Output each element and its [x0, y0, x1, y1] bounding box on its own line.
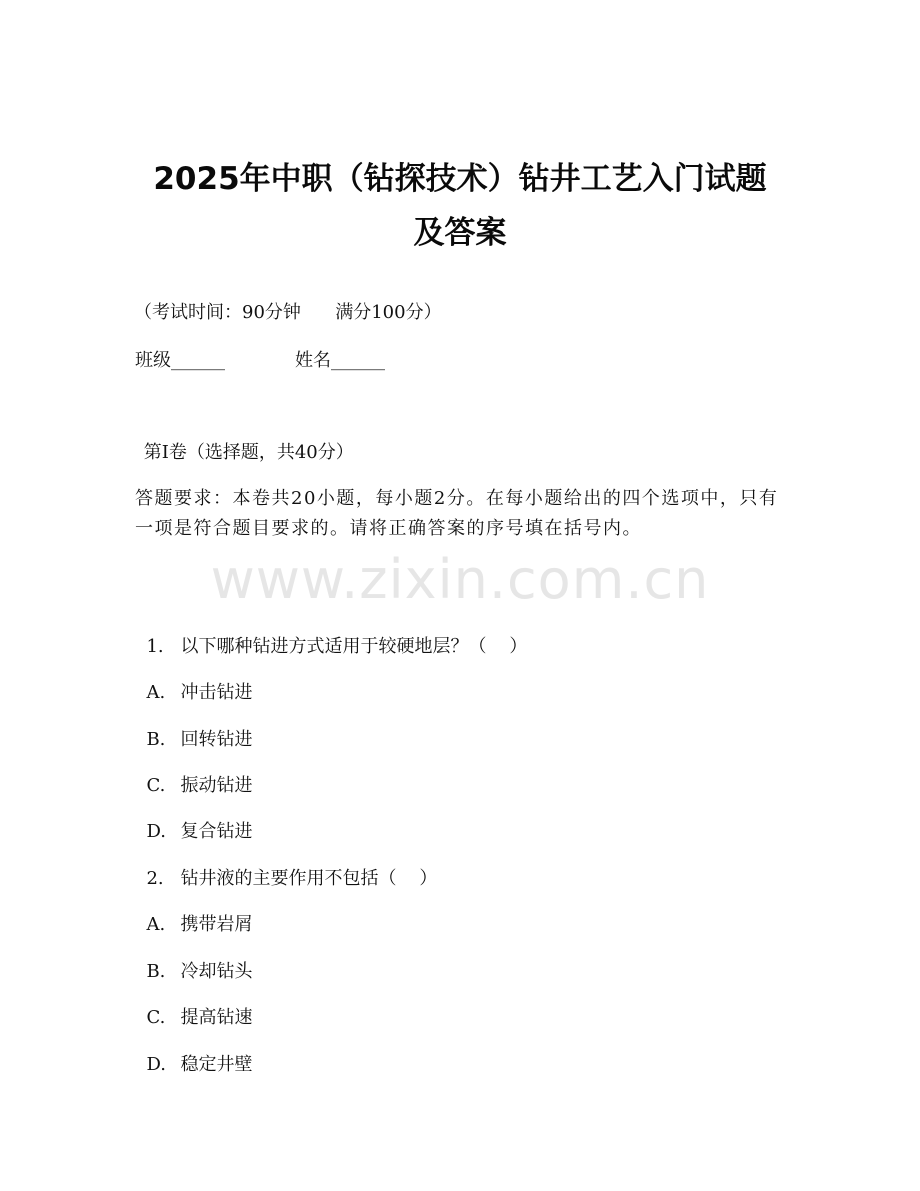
option-text: 携带岩屑 [180, 914, 253, 935]
question-2-option-a [135, 889, 252, 937]
question-2-option-b [135, 936, 252, 984]
question-1-option-d [135, 796, 252, 844]
watermark: www.zixin.com.cn [210, 548, 710, 611]
question-number: 1. [146, 636, 164, 657]
question-1-option-c [135, 750, 252, 798]
option-text: 稳定井壁 [180, 1054, 253, 1075]
question-number: 2. [146, 868, 164, 889]
name-field: 姓名______ [295, 350, 385, 371]
option-text: 冷却钻头 [180, 961, 253, 982]
question-2-option-c [135, 982, 252, 1030]
class-field: 班级______ [135, 350, 225, 371]
option-key: B. [146, 961, 166, 982]
question-1-option-b [135, 704, 252, 752]
option-key: D. [146, 821, 166, 842]
document-title [0, 152, 920, 260]
option-text: 提高钻速 [180, 1007, 253, 1028]
option-text: 振动钻进 [180, 775, 253, 796]
option-key: A. [146, 914, 166, 935]
exam-info: （考试时间：90分钟 满分100分） [134, 302, 442, 323]
question-1-option-a [135, 657, 252, 705]
option-key: C. [146, 1007, 166, 1028]
option-text: 冲击钻进 [180, 682, 253, 703]
question-2 [135, 843, 437, 891]
option-key: B. [146, 729, 166, 750]
title-line-1: 2025年中职（钻探技术）钻井工艺入门试题 [153, 161, 767, 197]
question-2-option-d [135, 1029, 252, 1077]
title-line-2: 及答案 [413, 215, 507, 251]
option-text: 回转钻进 [180, 729, 253, 750]
question-text: 以下哪种钻进方式适用于较硬地层？（ ） [180, 636, 528, 657]
option-key: D. [146, 1054, 166, 1075]
option-key: C. [146, 775, 166, 796]
section-heading: 第I卷（选择题，共40分） [138, 442, 354, 463]
option-text: 复合钻进 [180, 821, 253, 842]
instructions: 答题要求：本卷共20小题，每小题2分。在每小题给出的四个选项中，只有一项是符合题目要求的。请将正确答案的序号填在括号内。 [135, 488, 779, 539]
question-text: 钻井液的主要作用不包括（ ） [180, 868, 438, 889]
question-1 [135, 611, 527, 659]
option-key: A. [146, 682, 166, 703]
